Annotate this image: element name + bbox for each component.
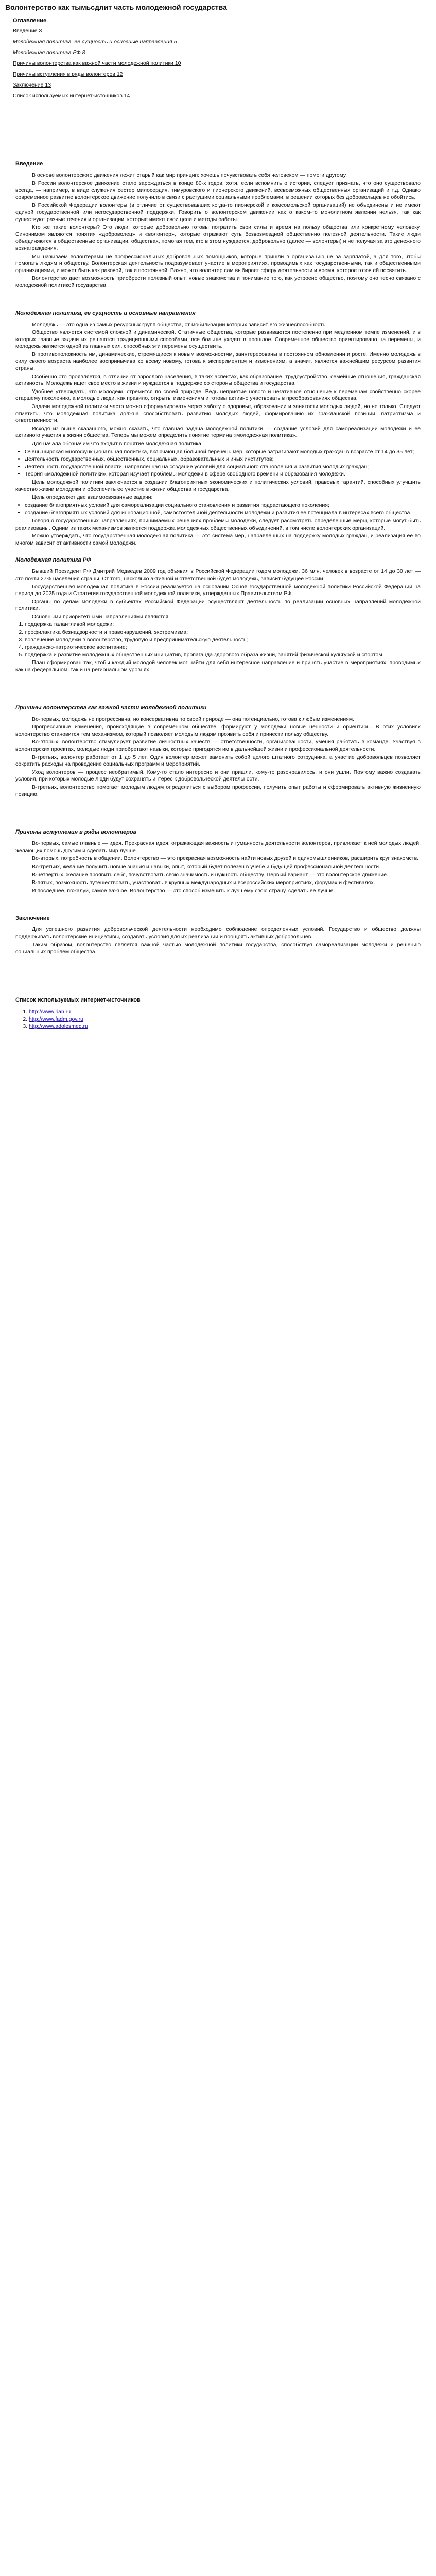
toc-item xyxy=(13,82,431,88)
toc-heading: Оглавление xyxy=(13,18,47,24)
toc-item xyxy=(13,60,431,66)
paragraph: Уход волонтеров — процесс необратимый. Кому-то стало интересно и они пришли, кому-то разонравилось, и они ушли. Поэтому важно создавать условия, при которых молодые люди будут сохранять интерес к добровольческой деятельности. xyxy=(15,769,421,783)
paragraph: В Российской Федерации волонтеры (в отличие от существовавших когда-то пионерской и комсомольской организаций) не объединены и не имеют единой государственной или негосударственной поддержки. Говорить о волонтерском движении как о каком-то монолитном явлении нельзя, так как существуют разные течения и организации, которые имеют свои цели и методы работы. xyxy=(15,202,421,223)
list-item: 4. гражданско-патриотическое воспитание; xyxy=(25,644,421,651)
paragraph: Таким образом, волонтерство является важной частью молодежной политики государства, способствуя самореализации молодежи и решению социальных проблем общества. xyxy=(15,941,421,955)
section-youth-policy xyxy=(15,310,421,547)
toc-link[interactable]: Причины волонтерства как важной части молодежной политики 10 xyxy=(13,60,181,66)
section-conclusion xyxy=(15,915,421,955)
paragraph: Удобнее утверждать, что молодежь стремится по своей природе. Ведь неприятие нового и негативное отношение к переменам свойственно скорее старшему поколению, а молодые люди, как правило, открыты изменениям и готовы активно участвовать в преобразованиях общества. xyxy=(15,388,421,402)
section-title: Заключение xyxy=(15,915,50,922)
toc-item xyxy=(13,28,431,34)
bullet-list xyxy=(15,449,421,478)
paragraph: В России волонтерское движение стало зарождаться в конце 80-х годов, хотя, если вспомнить о истории, следует признать, что оно существовало всегда, — например, в виде служения сестер милосердия, тимуровского и пионерского движений, всевозможных общественных организаций и т.д. Однако современное развитие волонтерское движение получило в связи с растущими социальными проблемами, в решении которых без добровольцев не обойтись. xyxy=(15,180,421,200)
paragraph: Задачи молодежной политики часто можно сформулировать через заботу о здоровье, образовании и занятости молодых людей, но не только. Следует отметить, что молодежная политика должна способствовать развитию молодых людей, формированию их гражданской позиции, патриотизма и ответственности. xyxy=(15,403,421,424)
list-item: 3. вовлечение молодежи в волонтерство, трудовую и предпринимательскую деятельность; xyxy=(25,637,421,644)
paragraph: Цель молодежной политики заключается в создании благоприятных экономических и политических условий, правовых гарантий, способных улучшить качество жизни молодежи и обеспечить ее участие в жизни общества и государства. xyxy=(15,479,421,493)
paragraph: Говоря о государственных направлениях, принимаемых решениях проблемы молодежи, следует рассмотреть определенные меры, которые могут быть реализованы. Одним из таких механизмов является поддержка молодежных общественных объединений, в том числе волонтерских организаций. xyxy=(15,517,421,531)
paragraph: Волонтерство дает возможность приобрести полезный опыт, новые знакомства и понимание того, как устроено общество, поэтому оно тесно связано с молодежной политикой государства. xyxy=(15,275,421,289)
section-sources xyxy=(15,997,421,1030)
toc-item xyxy=(13,93,431,99)
paragraph: Для начала обозначим что входит в понятие молодежная политика. xyxy=(32,440,203,447)
paragraph: Во-первых, самые главные — идея. Прекрасная идея, отражающая важность и гуманность деятельности волонтеров, привлекает к ней молодых людей, желающих помочь другим и сделать мир лучше. xyxy=(15,840,421,854)
numbered-list xyxy=(15,621,421,658)
section-title: Список используемых интернет-источников xyxy=(15,996,141,1003)
toc-link[interactable]: Молодежная политика РФ 8 xyxy=(13,49,85,56)
document-title: Волонтерство как тымьсдлит часть молодежной государства xyxy=(5,3,227,11)
toc-list xyxy=(13,28,431,99)
paragraph: Кто же такие волонтеры? Это люди, которые добровольно готовы потратить свои силы и время на пользу общества или конкретному человеку. Синонимом являются понятия «доброволец» и «волонтер», которые отражают суть безвозмездной общественно полезной деятельности. Такие люди объединяются в общественные организации, обществах, помогая тем, кто в этом нуждается, добровольно (далее — волонтеры) и не получая за это денежного вознаграждения. xyxy=(15,224,421,251)
paragraph: Можно утверждать, что государственная молодежная политика — это система мер, направленных на поддержку молодых граждан, и реализация ее во многом зависит от активности самой молодежи. xyxy=(15,533,421,546)
section-title: Молодежная политика РФ xyxy=(15,557,91,564)
paragraph: Основными приоритетными направлениями являются: xyxy=(32,613,170,620)
list-item: • Теория «молодежной политики», которая изучает проблемы молодежи в сфере свободного времени и образования молодежи. xyxy=(25,471,421,478)
paragraph: В-пятых, возможность путешествовать, участвовать в крупных международных и всероссийских мероприятиях, форумах и фестивалях. xyxy=(32,879,375,886)
paragraph: В противоположность им, динамические, стремящиеся к новым возможностям, заинтересованы в постоянном обновлении и росте. Именно молодежь в силу своего возраста наиболее восприимчива ко всему новому, готова к экспериментам и изменениям, а значит, является важнейшим ресурсом развития страны. xyxy=(15,351,421,372)
paragraph: В-третьих, волонтер работает от 1 до 5 лет. Один волонтер может заменить собой целого штатного сотрудника, а участие добровольцев позволяет сократить расходы на проведение социальных программ и мероприятий. xyxy=(15,754,421,768)
list-item: 1. поддержка талантливой молодежи; xyxy=(25,621,421,629)
bullet-list xyxy=(15,502,421,517)
section-youth-policy-rf xyxy=(15,557,421,673)
toc-link[interactable]: Молодежная политика, ее сущность и основные направления 5 xyxy=(13,39,177,45)
list-item: 2. профилактика безнадзорности и правонарушений, экстремизма; xyxy=(25,629,421,636)
paragraph: Во-первых, молодежь не прогрессивна, но консервативна по своей природе — она потенциально, готова к любым изменениям. xyxy=(32,716,355,722)
paragraph: В-четвертых, желание проявить себя, почувствовать свою значимость и нужность обществу. Первый вариант — это волонтерское движение. xyxy=(32,871,388,878)
section-title: Молодежная политика, ее сущность и основные направления xyxy=(15,310,196,316)
source-link[interactable]: http://www.rian.ru xyxy=(29,1008,71,1015)
section-title: Причины волонтерства как важной части молодежной политики xyxy=(15,704,207,711)
list-item: • Деятельность государственной власти, направленная на создание условий для социального становления и развития молодых граждан; xyxy=(25,464,421,471)
section-volunteer-reasons xyxy=(15,705,421,799)
paragraph: В основе волонтерского движения лежит старый как мир принцип: хочешь почувствовать себя человеком — помоги другому. xyxy=(32,172,347,178)
list-item: • создание благоприятных условий для самореализации социального становления и развития подрастающего поколения; xyxy=(25,502,421,510)
toc-item xyxy=(13,49,431,56)
paragraph: И последнее, пожалуй, самое важное. Волонтерство — это способ изменить к лучшему свою страну, сделать ее лучше. xyxy=(32,887,335,894)
paragraph: Во-третьих, желание получить новые знания и навыки, опыт, который будет полезен в учебе и будущей профессиональной деятельности. xyxy=(32,863,380,870)
list-item: 5. поддержка и развитие молодежных общественных инициатив, пропаганда здорового образа жизни, занятий физической культурой и спортом. xyxy=(25,652,421,659)
paragraph: Исходя из выше сказанного, можно сказать, что главная задача молодежной политики — создание условий для самореализации молодежи и ее активного участия в жизни общества. Теперь мы можем определить понятие термина «молодежная политика». xyxy=(15,425,421,439)
toc-link[interactable]: Заключение 13 xyxy=(13,82,51,88)
toc-link[interactable]: Причины вступления в ряды волонтеров 12 xyxy=(13,71,123,77)
list-item: • Очень широкая многофункциональная политика, включающая большой перечень мер, которые затрагивают молодых граждан в возрасте от 14 до 35 лет; xyxy=(25,449,421,456)
paragraph: Органы по делам молодежи в субъектах Российской Федерации осуществляют деятельность по реализации основных направлений молодежной политики. xyxy=(15,598,421,612)
list-item: • создание благоприятных условий для инновационной, самостоятельной деятельности молодежи и развития её потенциала в интересах всего общества. xyxy=(25,510,421,517)
toc-item xyxy=(13,71,431,77)
paragraph: В-третьих, волонтерство помогает молодым людям определиться с выбором профессии, получить опыт работы и сформировать активную жизненную позицию. xyxy=(15,784,421,798)
section-title: Причины вступления в ряды волонтеров xyxy=(15,829,137,836)
paragraph: Особенно это проявляется, в отличии от взрослого населения, в таких аспектах, как образование, трудоустройство, семейные отношения, гражданская активность. Молодежь ищет свое место в жизни и нуждается в поддержке со стороны общества и государства. xyxy=(15,373,421,387)
toc-link[interactable]: Список используемых интернет-источников 14 xyxy=(13,93,130,99)
paragraph: Для успешного развития добровольческой деятельности необходимо соблюдение определенных условий. Государство и общество должны поддерживать волонтерские инициативы, создавать условия для их реализации и поощрять активных добровольцев. xyxy=(15,926,421,940)
paragraph: Молодежь — это одна из самых ресурсных групп общества, от мобилизации которых зависит его жизнеспособность. xyxy=(32,321,327,328)
table-of-contents xyxy=(5,18,431,99)
paragraph: Общество является системой сложной и динамической. Статичные общества, которые развиваются постепенно при медленном темпе изменений, и в которых главные задачи их решаются традиционными способами, все больше уходят в прошлое. Современное общество ориентировано на перемены, и молодежь является одной из главных сил, способных эти перемены осуществить. xyxy=(15,329,421,350)
list-item xyxy=(29,1008,421,1015)
paragraph: Мы называем волонтерами не профессиональных добровольных помощников, которые пришли в организацию не за зарплатой, а для того, чтобы помогать людям и обществу. Волонтерская деятельность подразумевает участие в мероприятиях, проводимых как государственными, так и общественными организациями, и может быть как разовой, так и постоянной. Важно, что волонтер сам выбирает сферу деятельности и время, которое готов ей посвятить. xyxy=(15,253,421,274)
source-list xyxy=(15,1008,421,1030)
paragraph: Во-вторых, потребность в общении. Волонтерство — это прекрасная возможность найти новых друзей и единомышленников, расширить круг знакомств. xyxy=(32,855,419,862)
paragraph: Прогрессивные изменения, происходящие в современном обществе, формируют у молодежи новые ценности и ориентиры. В этих условиях волонтерство становится тем механизмом, который позволяет молодым людям проявить себя и принести пользу обществу. xyxy=(15,724,421,737)
list-item xyxy=(29,1023,421,1030)
list-item xyxy=(29,1015,421,1023)
paragraph: Цель определяет две взаимосвязанные задачи: xyxy=(32,494,153,501)
section-introduction xyxy=(15,161,421,290)
list-item: • Деятельность государственных, общественных, социальных, образовательных и иных институтов; xyxy=(25,456,421,463)
section-join-reasons xyxy=(15,829,421,894)
paragraph: Бывший Президент РФ Дмитрий Медведев 2009 год объявил в Российской Федерации годом молодежи. 36 млн. человек в возрасте от 14 до 30 лет — это почти 27% населения страны. От того, насколько активной и ответственной будет молодежь, зависит будущее России. xyxy=(15,568,421,582)
toc-item xyxy=(13,39,431,45)
paragraph: План сформирован так, чтобы каждый молодой человек мог найти для себя интересное направление и принять участие в мероприятиях, проводимых как на федеральном, так и на региональном уровнях. xyxy=(15,659,421,673)
section-title: Введение xyxy=(15,161,43,167)
paragraph: Государственная молодежная политика в России реализуется на основании Основ государственной молодежной политики Российской Федерации на период до 2025 года и Стратегии государственной молодежной политики, утвержденных Правительством РФ. xyxy=(15,583,421,597)
paragraph: Во-вторых, волонтерство стимулирует развитие личностных качеств — ответственности, организованности, умения работать в команде. Участвуя в волонтерских проектах, молодые люди приобретают навыки, которые пригодятся им в дальнейшей жизни и профессиональной деятельности. xyxy=(15,739,421,752)
source-link[interactable]: http://www.adolesmed.ru xyxy=(29,1023,88,1029)
source-link[interactable]: http://www.fadm.gov.ru xyxy=(29,1015,84,1022)
toc-link[interactable]: Введение 3 xyxy=(13,28,42,34)
